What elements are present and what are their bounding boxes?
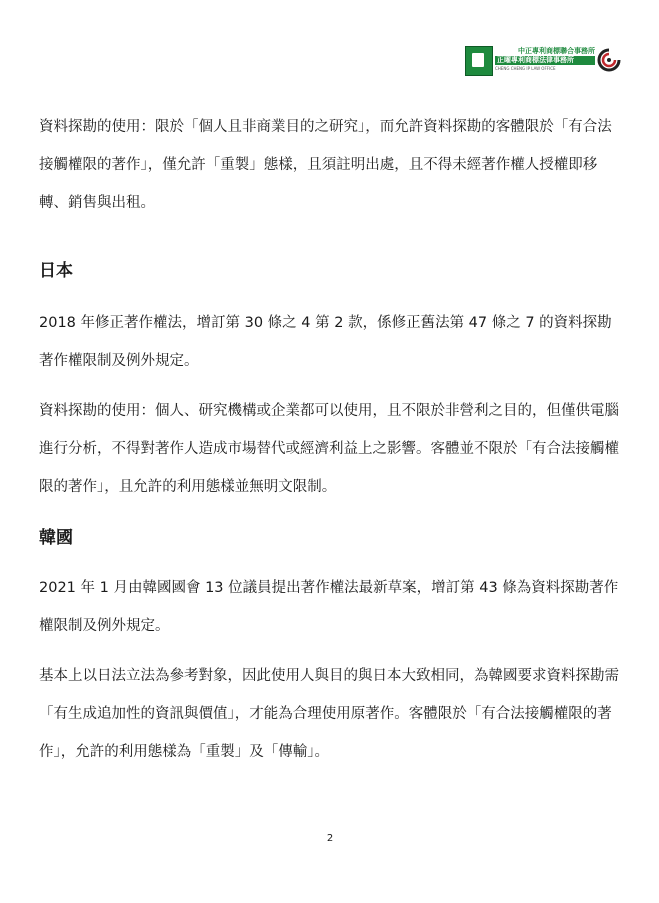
logo-emblem-icon xyxy=(465,46,493,76)
paragraph-korea-usage: 基本上以日法立法為參考對象，因此使用人與目的與日本大致相同，為韓國要求資料探勘需「有生成追加性的資訊與價值」，才能為合理使用原著作。客體限於「有合法接觸權限的著作」，允許的利用態樣為「重製」及「傳輸」。 xyxy=(39,668,619,760)
paragraph-japan-amendment: 2018 年修正著作權法，增訂第 30 條之 4 第 2 款，係修正舊法第 47 條之 7 的資料探勘著作權限制及例外規定。 xyxy=(39,315,612,369)
heading-korea: 韓國 xyxy=(39,528,73,548)
heading-japan: 日本 xyxy=(39,261,73,281)
paragraph-japan-usage: 資料探勘的使用：個人、研究機構或企業都可以使用，且不限於非營利之目的，但僅供電腦進行分析，不得對著作人造成市場替代或經濟利益上之影響。客體並不限於「有合法接觸權限的著作」，且允許的利用態樣並無明文限制。 xyxy=(39,403,619,495)
logo-text xyxy=(495,47,595,72)
page-number: 2 xyxy=(326,833,334,844)
logo-line-2: 正曜專利商標法律事務所 xyxy=(495,56,595,65)
logo-line-1: 中正專利商標聯合事務所 xyxy=(518,47,595,55)
paragraph-usage-scope: 資料探勘的使用：限於「個人且非商業目的之研究」，而允許資料探勘的客體限於「有合法接觸權限的著作」，僅允許「重製」態樣，且須註明出處，且不得未經著作權人授權即移轉、銷售與出租。 xyxy=(39,119,612,211)
paragraph-korea-draft: 2021 年 1 月由韓國國會 13 位議員提出著作權法最新草案，增訂第 43 條為資料探勘著作權限制及例外規定。 xyxy=(39,580,619,634)
logo-line-3: CHENG CHENG IP LAW OFFICE xyxy=(495,66,556,71)
logo-swirl-icon xyxy=(597,48,621,72)
firm-logo xyxy=(465,46,623,76)
